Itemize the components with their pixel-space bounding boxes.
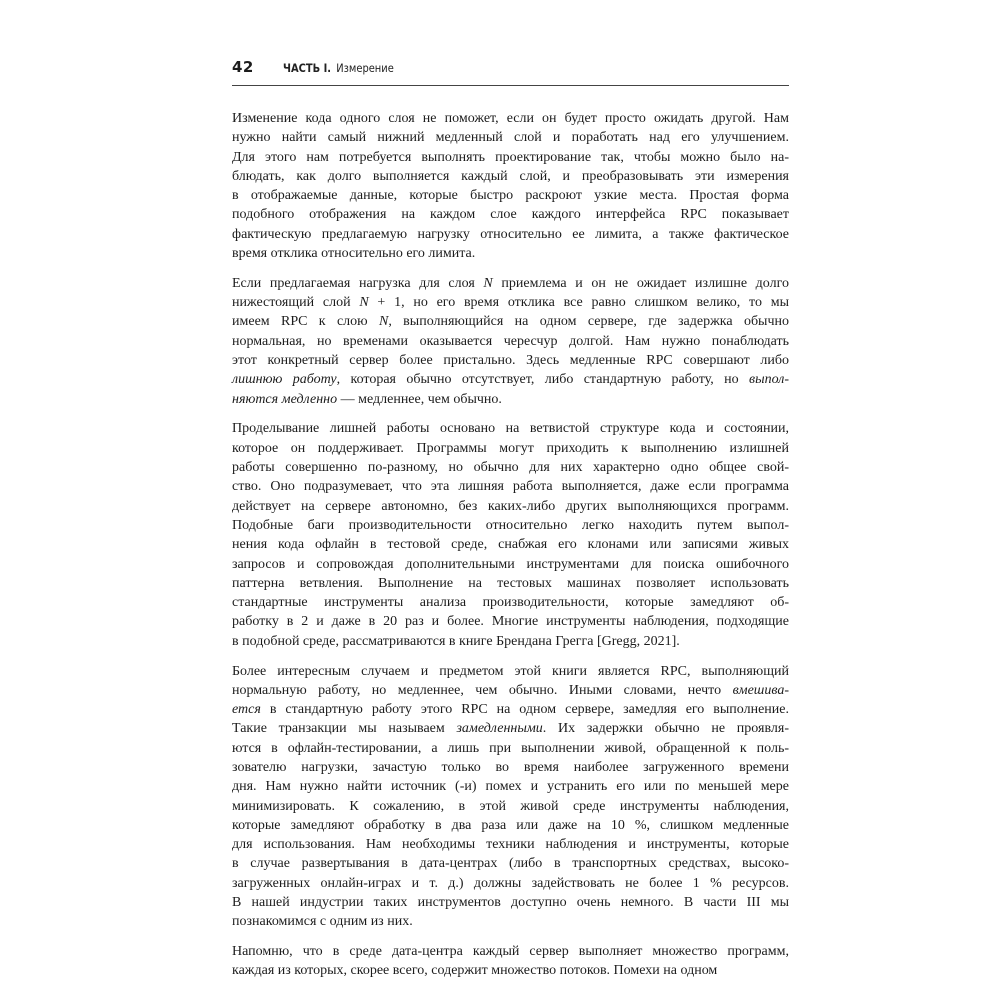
text-run: Такие транзакции мы называем (232, 721, 457, 737)
text-run: приемлема и он не ожидает излишне долго (492, 275, 789, 291)
text-line (232, 186, 789, 205)
running-head (283, 60, 394, 76)
text-line (232, 148, 789, 167)
text-run: Подобные баги производительности относительно легко находить путем выпол- (232, 517, 789, 533)
text-run: загруженных онлайн-играх и т. д.) должны задействовать не более 1 % ресурсов. (232, 875, 789, 891)
text-run: , выполняющийся на одном сервере, где задержка обычно (388, 314, 790, 330)
paragraph (232, 274, 789, 409)
paragraph (232, 419, 789, 651)
text-run: имеем RPC к слою (232, 314, 379, 330)
italic-text: выпол- (749, 372, 789, 388)
text-line (232, 458, 789, 477)
text-line (232, 419, 789, 438)
text-line (232, 739, 789, 758)
text-line (232, 700, 789, 719)
text-run: действует на сервере автономно, без каких-либо других выполняющихся программ. (232, 498, 789, 514)
text-run: стандартные инструменты анализа производительности, которые замедляют об- (232, 595, 789, 611)
page-header (232, 57, 789, 86)
italic-text: вмешива- (732, 682, 789, 698)
text-run: запросов и сопровождая дополнительными инструментами для поиска ошибочного (232, 556, 789, 572)
text-line (232, 274, 789, 293)
text-run: ство. Оно подразумевает, что эта лишняя работа выполняется, даже если программа (232, 479, 789, 495)
text-line (232, 293, 789, 312)
text-run: которые замедляют обработку в два раза или даже на 10 %, слишком медленные (232, 817, 789, 833)
text-run: нужно найти самый нижний медленный слой и поработать над его улучшением. (232, 130, 789, 146)
text-run: каждая из которых, скорее всего, содержит множество потоков. Помехи на одном (232, 963, 718, 979)
italic-text: замедленными (456, 721, 543, 737)
text-line (232, 632, 789, 651)
text-line (232, 128, 789, 147)
text-line (232, 961, 789, 980)
text-run: Проделывание лишней работы основано на ветвистой структуре кода и состоянии, (232, 421, 789, 437)
italic-text: N (483, 275, 493, 291)
text-run: дня. Нам нужно найти источник (-и) помех и устранить его или по меньшей мере (232, 779, 789, 795)
text-run: зователю нагрузки, зачастую только во время наиболее загруженного времени (232, 760, 789, 775)
text-run: нижестоящий слой (232, 295, 360, 311)
text-run: этот конкретный сервер более пристально. Здесь медленные RPC совершают либо (232, 353, 789, 369)
text-run: время отклика относительно его лимита. (232, 246, 476, 262)
text-line (232, 516, 789, 535)
text-line (232, 797, 789, 816)
text-run: В нашей индустрии таких инструментов доступно очень немного. В части III мы (232, 895, 789, 911)
paragraph (232, 942, 789, 981)
paragraph (232, 109, 789, 263)
text-run: в подобной среде, рассматриваются в книге Брендана Грегга [Gregg, 2021]. (232, 633, 680, 649)
text-run: минимизировать. К сожалению, в этой живой среде инструменты наблюдения, (232, 798, 789, 814)
text-run: Если предлагаемая нагрузка для слоя (232, 275, 484, 291)
paragraph (232, 662, 789, 932)
text-line (232, 109, 789, 128)
text-line (232, 835, 789, 854)
text-line (232, 777, 789, 796)
text-run: + 1, но его время отклика все равно слишком велико, то мы (368, 295, 789, 311)
text-line (232, 662, 789, 681)
italic-text: N (359, 295, 369, 311)
text-line (232, 612, 789, 631)
text-run: в отображаемые данные, которые быстро раскроют узкие места. Простая форма (232, 188, 789, 204)
text-run: в случае развертывания в дата-центрах (либо в транспортных средствах, высоко- (232, 856, 789, 872)
text-run: фактическую предлагаемую нагрузку относительно ее лимита, а также фактическое (232, 226, 789, 242)
text-run: блюдать, как долго выполняется каждый слой, и преобразовывать эти измерения (232, 168, 789, 184)
text-run: работку в 2 и даже в 20 раз и более. Многие инструменты наблюдения, подходящие (232, 614, 789, 630)
italic-text: ется (232, 702, 261, 718)
text-line (232, 593, 789, 612)
text-line (232, 390, 789, 409)
body-text (232, 109, 789, 991)
text-line (232, 816, 789, 835)
text-run: работы совершенно по-разному, но обычно для них характерно одно общее свой- (232, 460, 789, 476)
text-line (232, 312, 789, 331)
text-line (232, 370, 789, 389)
text-line (232, 912, 789, 931)
text-run: паттерна ветвления. Выполнение на тестовых машинах позволяет использовать (232, 575, 789, 591)
text-line (232, 942, 789, 961)
text-run: ются в офлайн-тестировании, а лишь при выполнении живой, обращенной к поль- (232, 740, 789, 756)
text-line (232, 497, 789, 516)
text-line (232, 681, 789, 700)
text-line (232, 555, 789, 574)
text-run: Изменение кода одного слоя не поможет, если он будет просто ожидать другой. Нам (232, 111, 789, 126)
italic-text: лишнюю работу (232, 372, 337, 388)
text-line (232, 854, 789, 873)
italic-text: N (378, 314, 389, 330)
text-run: нения кода офлайн в тестовой среде, снабжая его клонами или записями живых (232, 537, 789, 553)
text-run: Более интересным случаем и предметом этой книги является RPC, выполняющий (232, 663, 789, 679)
text-line (232, 332, 789, 351)
text-run: нормальную работу, но медленнее, чем обычно. Иными словами, нечто (232, 682, 733, 698)
text-run: познакомимся с одним из них. (232, 914, 413, 930)
text-run: подобного отображения на каждом слое каждого интерфейса RPC показывает (232, 207, 789, 223)
text-run: — медленнее, чем обычно. (337, 391, 502, 407)
part-title: Измерение (336, 61, 394, 75)
italic-text: няются медленно (232, 391, 338, 407)
text-run: для использования. Нам необходимы техники наблюдения и инструменты, которые (232, 837, 789, 853)
text-line (232, 477, 789, 496)
text-run: Напомню, что в среде дата-центра каждый сервер выполняет множество программ, (232, 944, 789, 960)
text-run: в стандартную работу этого RPC на одном сервере, замедляя его выполнение. (260, 702, 789, 718)
text-line (232, 351, 789, 370)
text-line (232, 167, 789, 186)
text-line (232, 893, 789, 912)
text-line (232, 439, 789, 458)
text-line (232, 244, 789, 263)
text-line (232, 205, 789, 224)
text-run: Для этого нам потребуется выполнять проектирование так, чтобы можно было на- (232, 149, 789, 165)
text-line (232, 225, 789, 244)
text-line (232, 758, 789, 777)
text-run: которое он поддерживает. Программы могут приходить к выполнению излишней (232, 440, 789, 456)
text-line (232, 874, 789, 893)
text-run: , которая обычно отсутствует, либо стандартную работу, но (336, 372, 750, 388)
text-line (232, 719, 789, 738)
part-label: ЧАСТЬ I. (283, 61, 332, 75)
page-number: 42 (232, 58, 254, 76)
text-line (232, 535, 789, 554)
text-line (232, 574, 789, 593)
text-run: нормальная, но временами оказывается чересчур долгой. Нам нужно понаблюдать (232, 333, 789, 349)
text-run: . Их задержки обычно не проявля- (542, 721, 789, 737)
